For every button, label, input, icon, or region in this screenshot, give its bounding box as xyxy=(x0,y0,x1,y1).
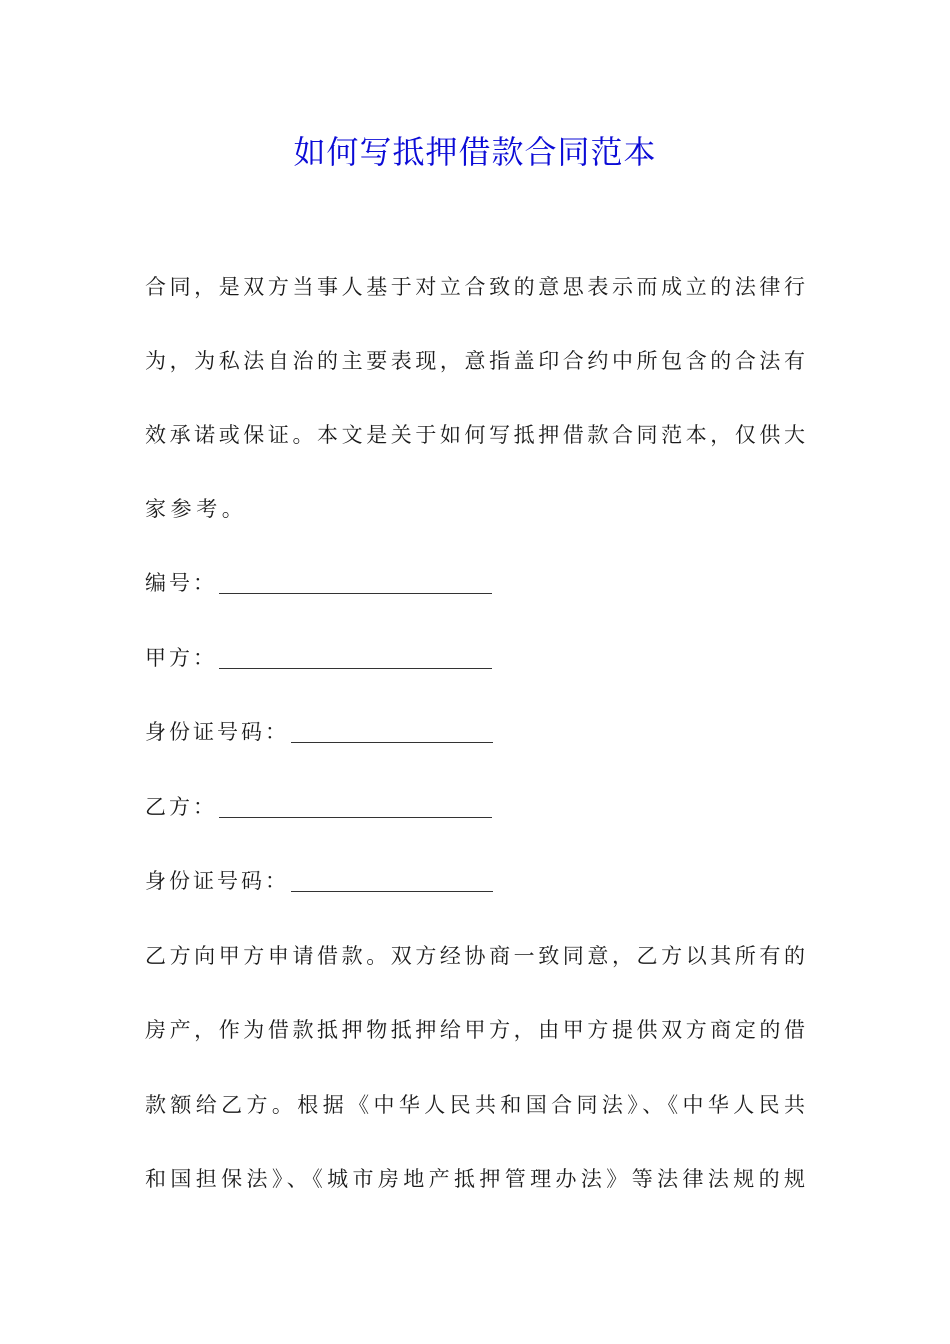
body-line-3: 款额给乙方。根据《中华人民共和国合同法》、《中华人民共 xyxy=(145,1093,805,1117)
intro-line-3: 效承诺或保证。本文是关于如何写抵押借款合同范本，仅供大 xyxy=(145,423,805,447)
intro-line-2: 为，为私法自治的主要表现，意指盖印合约中所包含的合法有 xyxy=(145,349,805,373)
field-party-a-label: 甲方： xyxy=(145,646,217,670)
field-party-b-id-label: 身份证号码： xyxy=(145,869,289,893)
intro-line-1: 合同，是双方当事人基于对立合致的意思表示而成立的法律行 xyxy=(145,275,805,299)
intro-line-4: 家参考。 xyxy=(145,497,248,521)
field-party-b-id-blank[interactable] xyxy=(291,871,493,892)
field-number xyxy=(145,568,492,598)
field-party-a xyxy=(145,643,492,673)
field-party-b xyxy=(145,792,492,822)
field-party-b-id xyxy=(145,866,493,896)
body-line-4: 和国担保法》、《城市房地产抵押管理办法》等法律法规的规 xyxy=(145,1167,805,1191)
field-party-b-label: 乙方： xyxy=(145,795,217,819)
field-party-a-id xyxy=(145,717,493,747)
body-line-2: 房产，作为借款抵押物抵押给甲方，由甲方提供双方商定的借 xyxy=(145,1018,805,1042)
field-party-a-blank[interactable] xyxy=(219,648,492,669)
field-party-a-id-blank[interactable] xyxy=(291,722,493,743)
field-number-blank[interactable] xyxy=(219,573,492,594)
field-party-b-blank[interactable] xyxy=(219,797,492,818)
body-line-1: 乙方向甲方申请借款。双方经协商一致同意，乙方以其所有的 xyxy=(145,944,805,968)
field-party-a-id-label: 身份证号码： xyxy=(145,720,289,744)
field-number-label: 编号： xyxy=(145,571,217,595)
document-title: 如何写抵押借款合同范本 xyxy=(293,133,657,171)
